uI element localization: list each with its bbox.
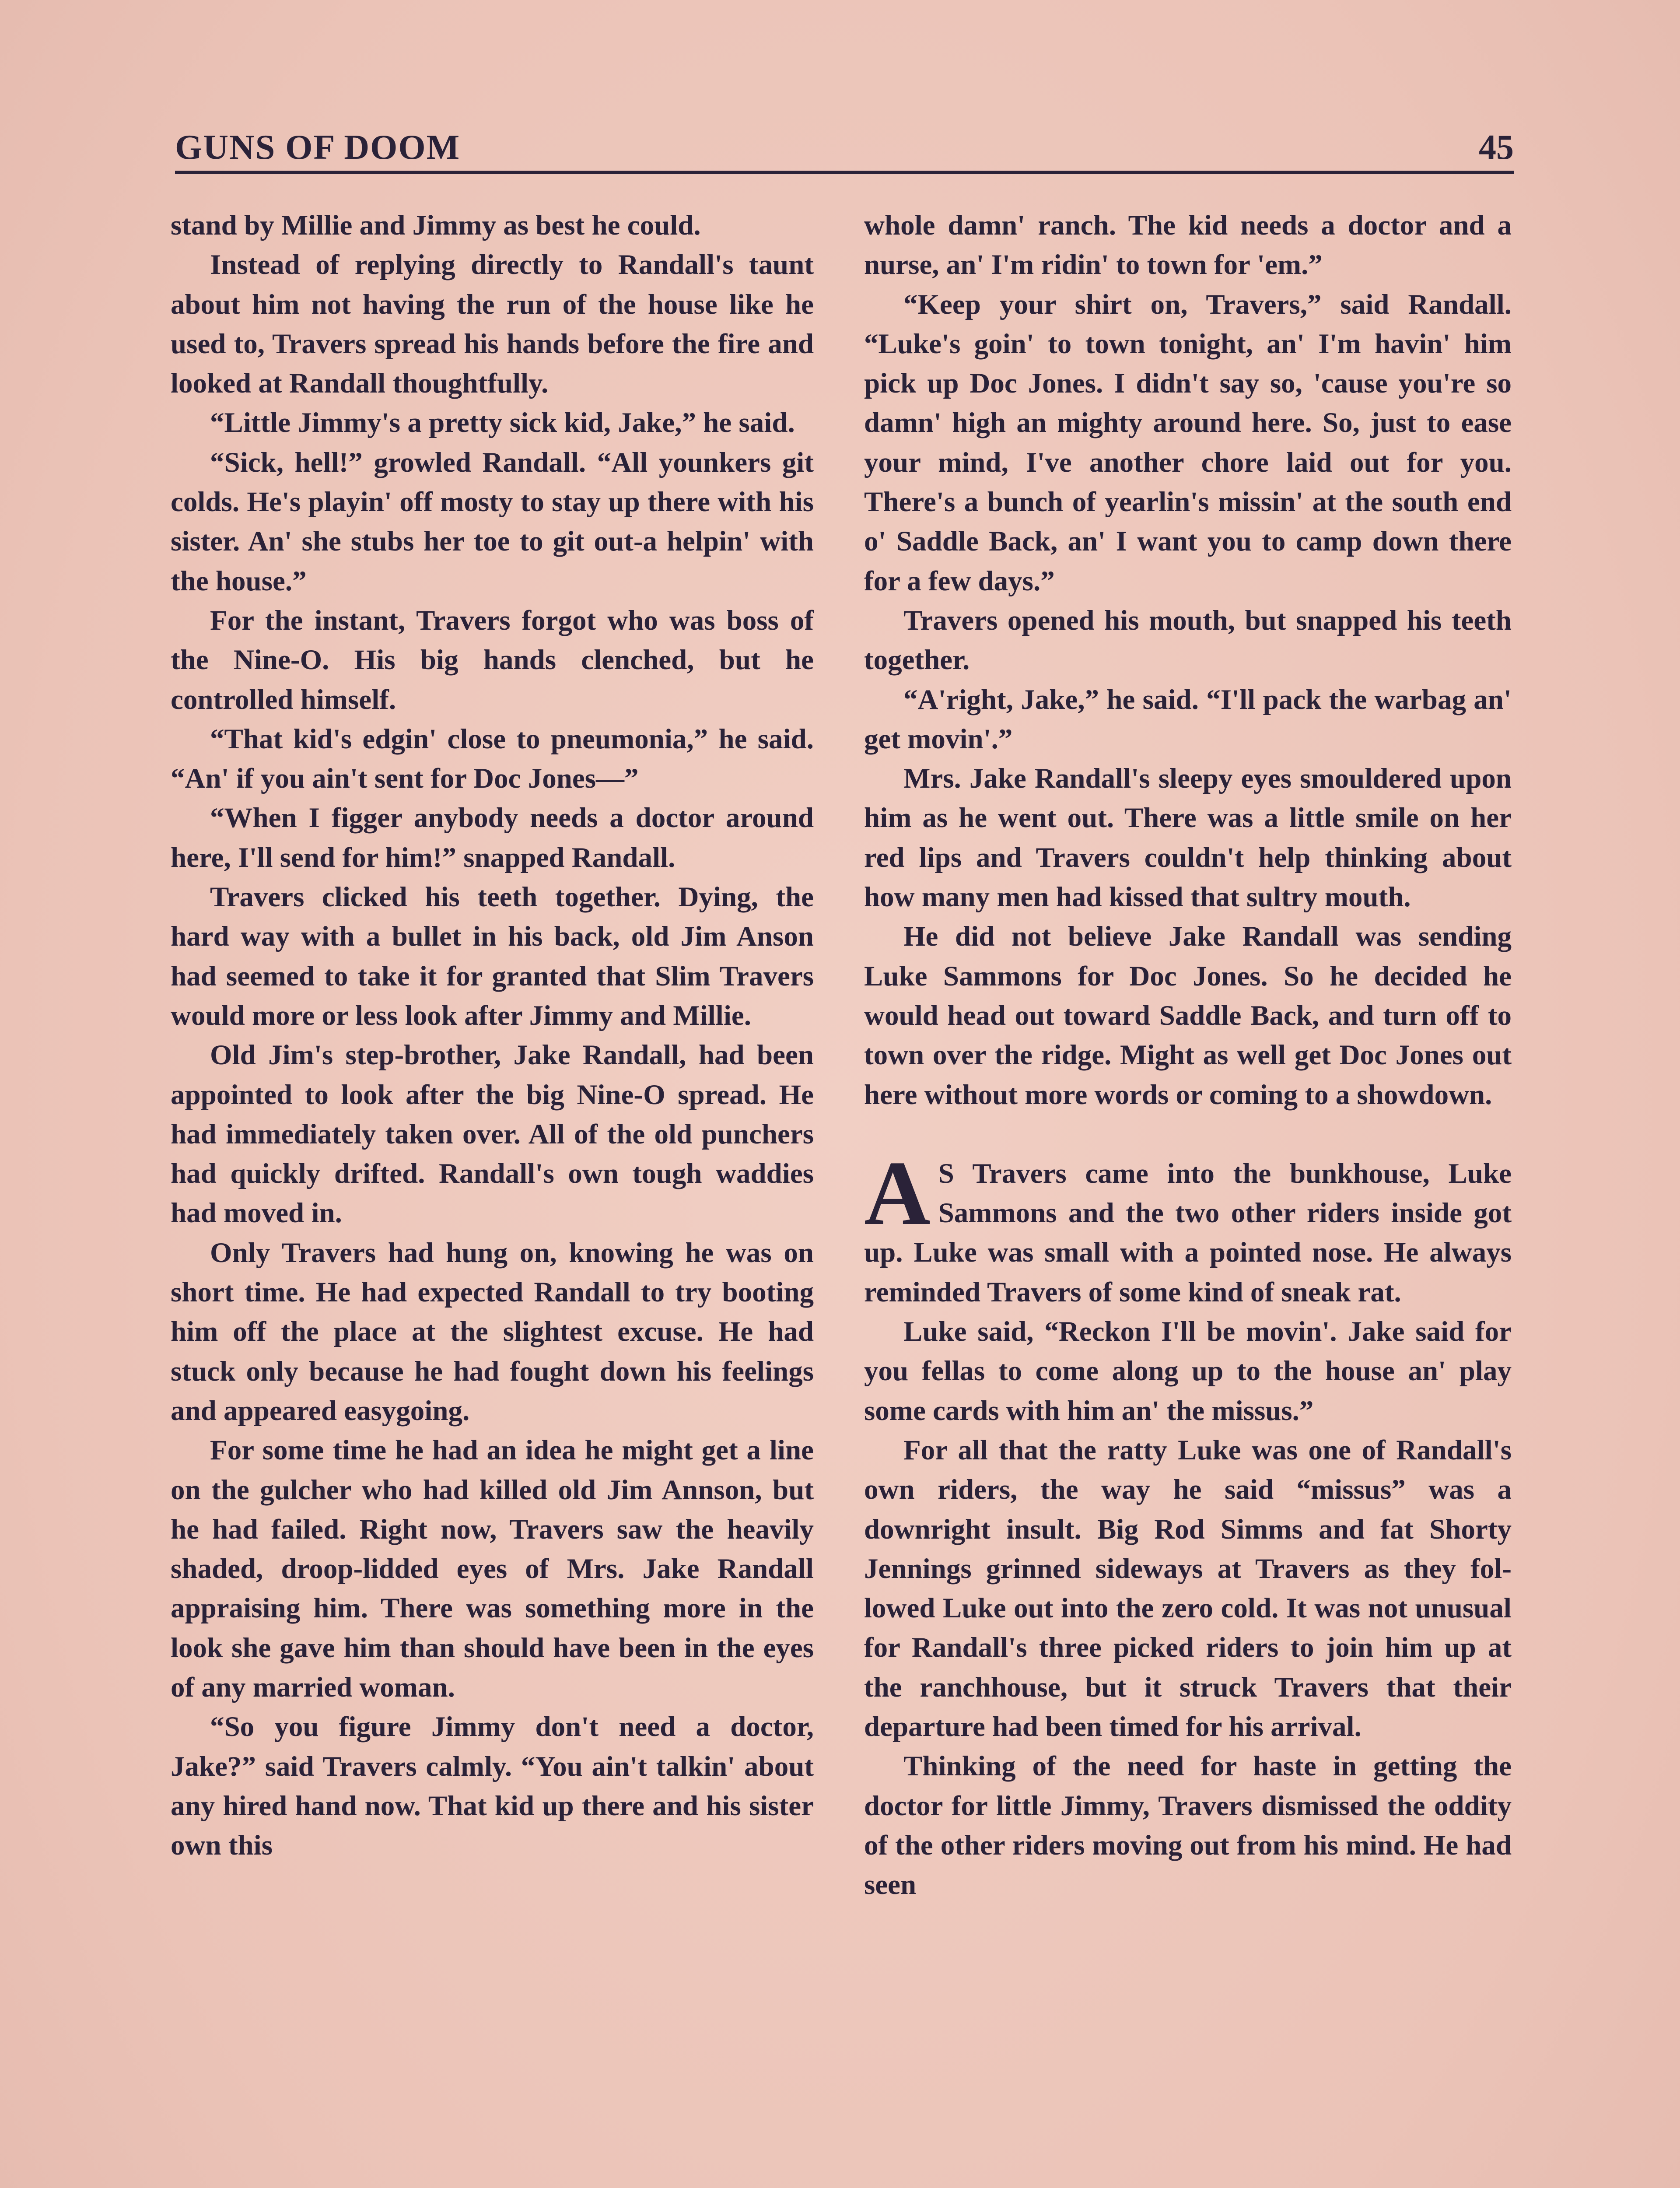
right-column <box>864 206 1512 1904</box>
section-opening-paragraph <box>864 1142 1512 1312</box>
paragraph: “When I figger anybody needs a doctor around here, I'll send for him!” snapped Randall. <box>171 802 814 873</box>
paragraph: “That kid's edgin' close to pneumonia,” he said. “An' if you ain't sent for Doc Jones—” <box>171 723 814 795</box>
paragraph: Mrs. Jake Randall's sleepy eyes smouldered upon him as he went out. There was a little smile on her red lips and Travers couldn't help thinking about how many men had kissed that sultry mouth. <box>864 763 1512 913</box>
paragraph: Old Jim's step-brother, Jake Randall, had been appointed to look after the big Nine-O spread. He had immediately taken over. All of the old punchers had quickly drifted. Randall's own tough waddies had moved in. <box>171 1039 814 1229</box>
paragraph: stand by Millie and Jimmy as best he could. <box>171 210 701 241</box>
section-break <box>864 1115 1512 1154</box>
paragraph: He did not believe Jake Randall was sending Luke Sammons for Doc Jones. So he decided he would head out toward Saddle Back, and turn off to town over the ridge. Might as well get Doc Jones out here without more words or coming to a showdown. <box>864 921 1512 1111</box>
paragraph: “Keep your shirt on, Travers,” said Randall. “Luke's goin' to town tonight, an' I'm havin' him pick up Doc Jones. I didn't say so, 'cause you're so damn' high an mighty around here. So, just to ease your mind, I've another chore laid out for you. There's a bunch of yearlin's missin' at the south end o' Saddle Back, an' I want you to camp down there for a few days.” <box>864 288 1512 597</box>
paragraph: For some time he had an idea he might get a line on the gulcher who had killed old Jim Annson, but he had failed. Right now, Travers saw the heavily shaded, droop-lidded eyes of Mrs. Jake Randall appraising him. There was something more in the look she gave him than should have been in the eyes of any married woman. <box>171 1434 814 1703</box>
left-column <box>171 206 814 1865</box>
paragraph: “Little Jimmy's a pretty sick kid, Jake,” he said. <box>210 407 795 439</box>
paragraph: Only Travers had hung on, knowing he was on short time. He had expected Randall to try booting him off the place at the slightest excuse. He had stuck only because he had fought down his feelings and appeared easygoing. <box>171 1237 814 1427</box>
paragraph: “Sick, hell!” growled Randall. “All younkers git colds. He's playin' off mosty to stay up there with his sister. An' she stubs her toe to git out-a helpin' with the house.” <box>171 446 814 597</box>
section-opening-text: S Travers came into the bunkhouse, Luke Sammons and the two other riders inside got up. Luke was small with a pointed nose. He always reminded Travers of some kind of sneak rat. <box>864 1157 1512 1308</box>
paragraph: Instead of replying directly to Randall's taunt about him not having the run of the house like he used to, Travers spread his hands before the fire and looked at Randall thoughtfully. <box>171 249 814 400</box>
paragraph: For all that the ratty Luke was one of Randall's own riders, the way he said “missus” was a downright insult. Big Rod Simms and fat Shorty Jennings grinned sideways at Travers as they followed Luke out into the zero cold. It was not unusual for Randall's three picked riders to join him up at the ranchhouse, but it struck Travers that their departure had been timed for his arrival. <box>864 1434 1512 1743</box>
page-header <box>175 128 1514 172</box>
running-title: GUNS OF DOOM <box>175 128 461 167</box>
paragraph: “So you figure Jimmy don't need a doctor, Jake?” said Travers calmly. “You ain't talkin' about any hired hand now. That kid up there and his sister own this <box>171 1711 814 1862</box>
drop-cap: A <box>864 1142 931 1244</box>
header-rule <box>175 171 1514 174</box>
paragraph: Travers clicked his teeth together. Dying, the hard way with a bullet in his back, old Jim Anson had seemed to take it for granted that Slim Travers would more or less look after Jimmy and Millie. <box>171 881 814 1031</box>
paragraph: Travers opened his mouth, but snapped his teeth together. <box>864 604 1512 676</box>
paragraph: Thinking of the need for haste in getting the doctor for little Jimmy, Travers dismissed the oddity of the other riders moving out from his mind. He had seen <box>864 1750 1512 1901</box>
paragraph: For the instant, Travers forgot who was boss of the Nine-O. His big hands clenched, but he controlled himself. <box>171 604 814 715</box>
paragraph: whole damn' ranch. The kid needs a doctor and a nurse, an' I'm ridin' to town for 'em.” <box>864 210 1512 281</box>
paragraph: “A'right, Jake,” he said. “I'll pack the warbag an' get movin'.” <box>864 684 1512 755</box>
paragraph: Luke said, “Reckon I'll be movin'. Jake said for you fellas to come along up to the house an' play some cards with him an' the missus.” <box>864 1316 1512 1427</box>
page-number: 45 <box>1479 128 1514 167</box>
